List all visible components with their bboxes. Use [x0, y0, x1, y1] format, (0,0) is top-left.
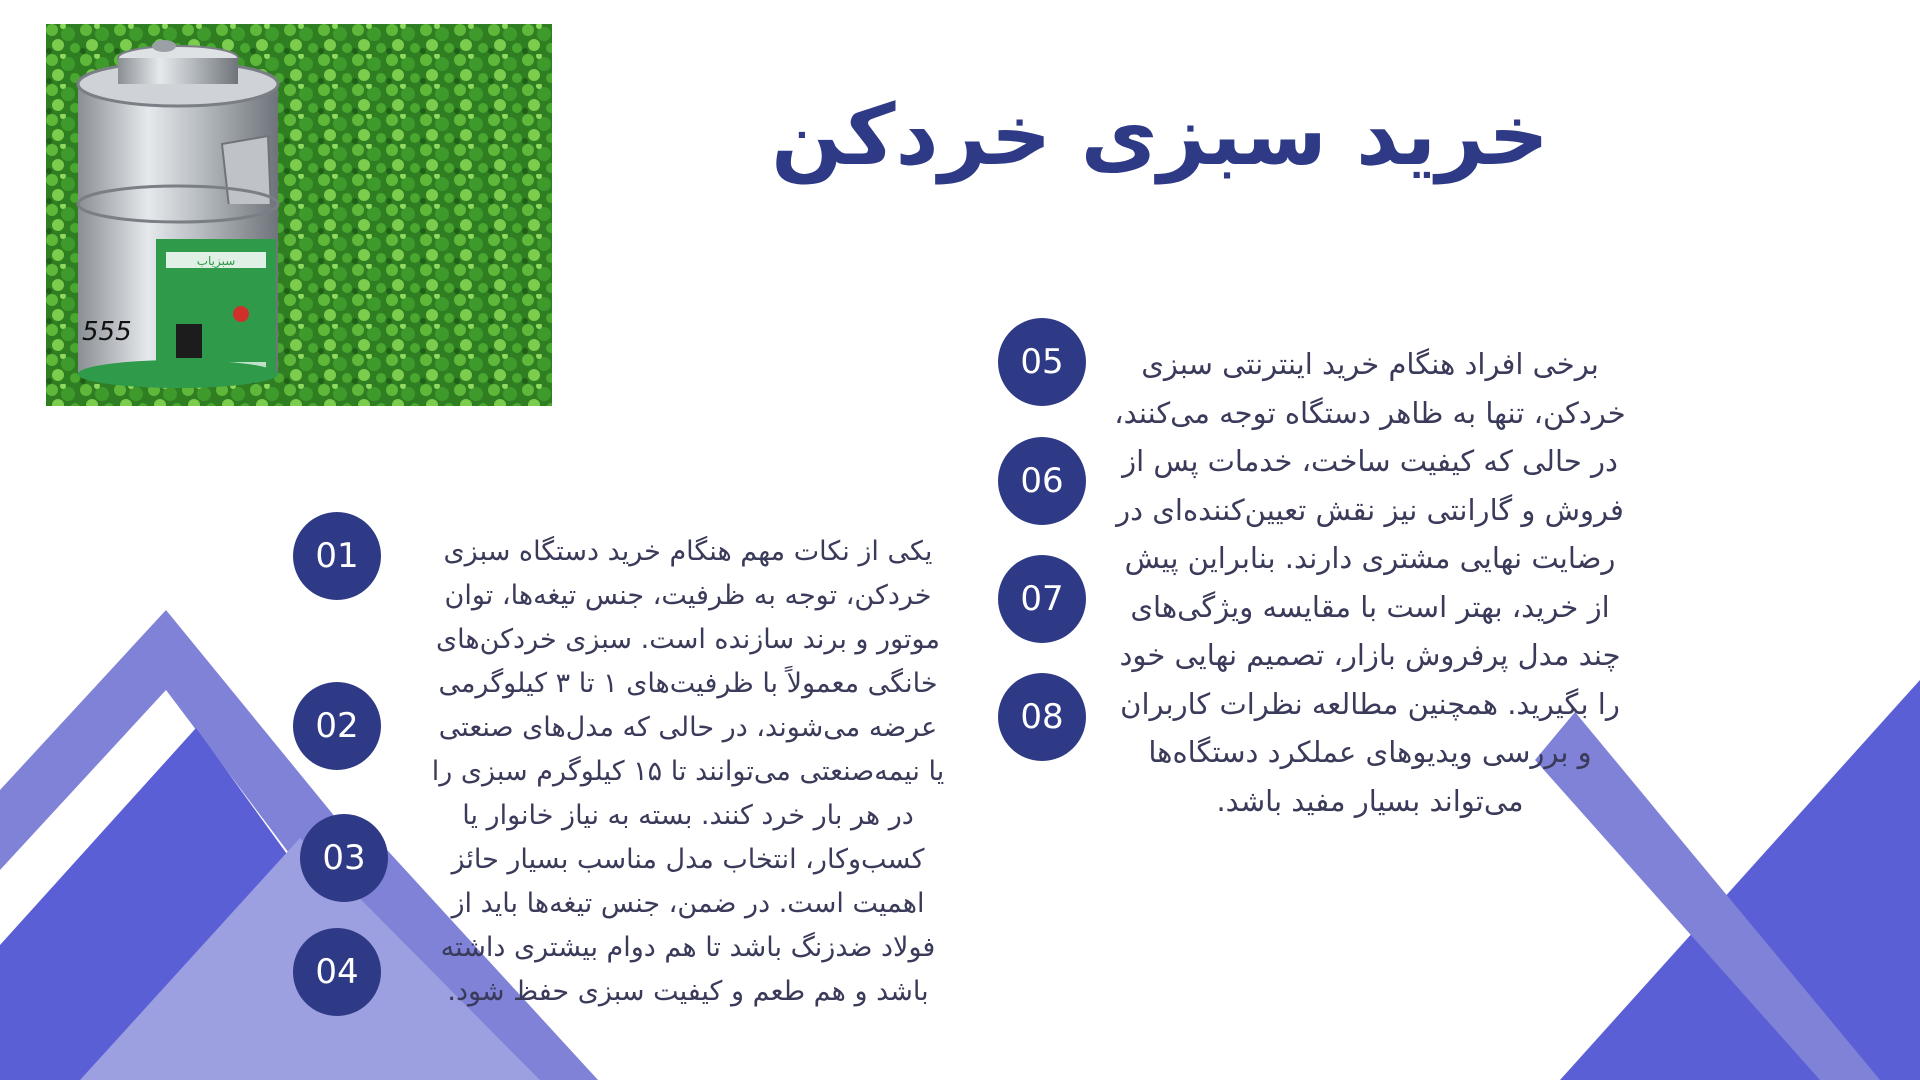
paragraph-right: برخی افراد هنگام خرید اینترنتی سبزی خردکن، تنها به ظاهر دستگاه توجه می‌کنند، در حالی که کیفیت ساخت، خدمات پس از فروش و گارانتی نیز نقش تعیین‌کننده‌ای در رضایت نهایی مشتری دارند. بنابراین پیش از خرید، بهتر است با مقایسه ویژگی‌های چند مدل پرفروش بازار، تصمیم نهایی خود را بگیرید. همچنین مطالعه نظرات کاربران و بررسی ویدیوهای عملکرد دستگاه‌ها می‌تواند بسیار مفید باشد. — [1114, 347, 1626, 818]
badge-05: 05 — [998, 318, 1086, 406]
badge-08: 08 — [998, 673, 1086, 761]
badge-02: 02 — [293, 682, 381, 770]
machine-number: 555 — [82, 317, 132, 347]
product-photo-drawing — [46, 24, 552, 406]
paragraph-left: یکی از نکات مهم هنگام خرید دستگاه سبزی خردکن، توجه به ظرفیت، جنس تیغه‌ها، توان موتور و برند سازنده است. سبزی خردکن‌های خانگی معمولاً با ظرفیت‌های ۱ تا ۳ کیلوگرمی عرضه می‌شوند، در حالی که مدل‌های صنعتی یا نیمه‌صنعتی می‌توانند تا ۱۵ کیلوگرم سبزی را در هر بار خرد کنند. بسته به نیاز خانوار یا کسب‌وکار، انتخاب مدل مناسب بسیار حائز اهمیت است. در ضمن، جنس تیغه‌ها باید از فولاد ضدزنگ باشد تا هم دوام بیشتری داشته باشد و هم طعم و کیفیت سبزی حفظ شود. — [431, 536, 945, 1007]
badge-04: 04 — [293, 928, 381, 1016]
badge-07: 07 — [998, 555, 1086, 643]
badge-06: 06 — [998, 437, 1086, 525]
machine-brand-label: سبزیاب — [196, 254, 236, 268]
badge-03: 03 — [300, 814, 388, 902]
page-title: خرید سبزی خردکن — [771, 86, 1549, 184]
badge-01: 01 — [293, 512, 381, 600]
product-photo — [46, 24, 552, 406]
